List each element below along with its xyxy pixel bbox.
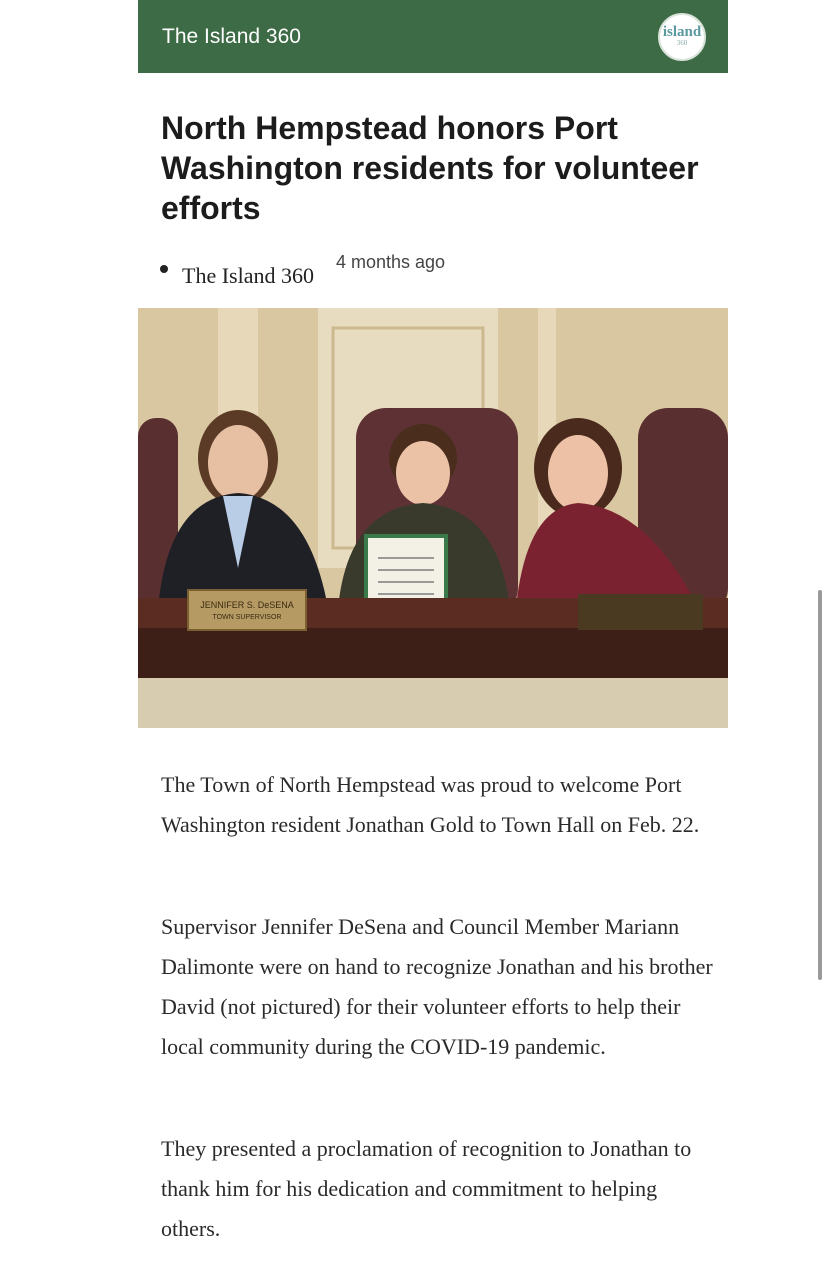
site-title[interactable]: The Island 360 [162,24,301,48]
author-name[interactable]: The Island 360 [182,263,314,288]
article-paragraph-3: They presented a proclamation of recognition to Jonathan to thank him for his dedication and commitment to helping others. [161,1136,692,1241]
article-headline: North Hempstead honors Port Washington residents for volunteer efforts [161,110,699,226]
photo-illustration [138,308,728,728]
scrollbar[interactable] [818,590,822,980]
article-photo[interactable] [138,308,728,728]
byline [160,252,580,292]
article-paragraph-2: Supervisor Jennifer DeSena and Council Member Mariann Dalimonte were on hand to recognize Jonathan and his brother David (not pictured) for their volunteer efforts to help their local community during the COVID-19 pandemic. [161,914,713,1059]
publish-time: 4 months ago [336,252,446,272]
logo-text: island [662,24,702,40]
logo-sub: 360 [676,39,688,47]
nameplate-title: TOWN SUPERVISOR [212,614,282,621]
site-logo[interactable] [658,13,706,61]
app-header [138,0,728,73]
nameplate-name: JENNIFER S. DeSENA [200,600,294,610]
article-paragraph-1: The Town of North Hempstead was proud to welcome Port Washington resident Jonathan Gold to Town Hall on Feb. 22. [161,772,700,837]
bullet-icon [160,265,168,273]
